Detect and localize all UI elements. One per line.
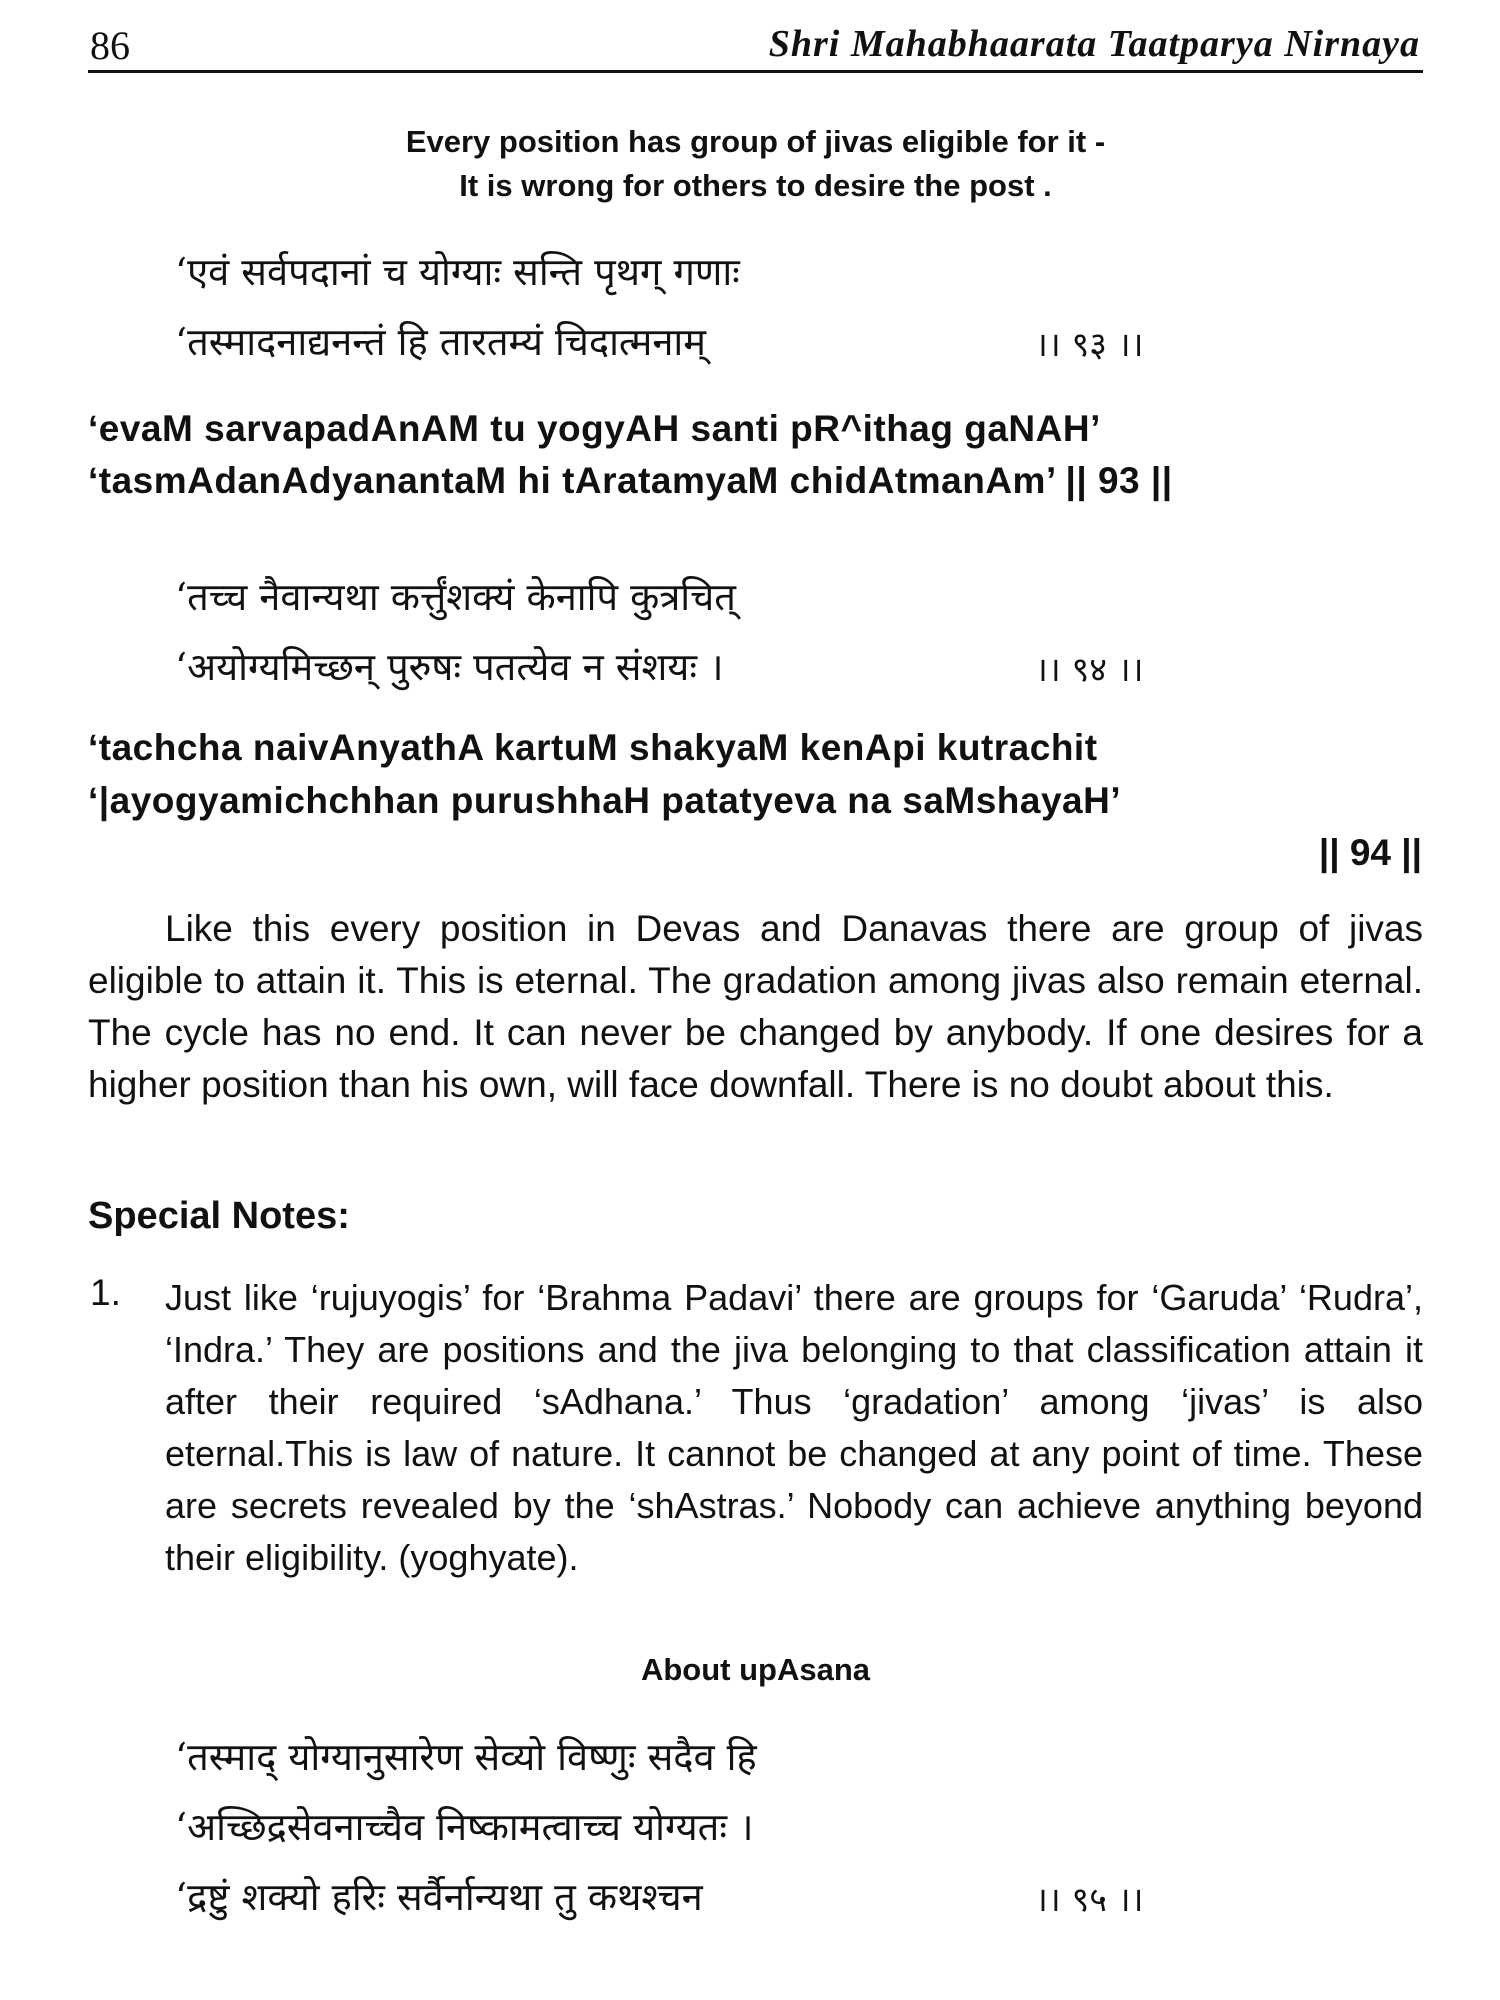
verse-94-sanskrit-number: ।। ९४ ।।: [1035, 650, 1144, 690]
verse-94-transliteration-line-1: ‘tachcha naivAnyathA kartuM shakyaM kenApi kutrachit: [88, 727, 1098, 768]
verse-94-transliteration-line-2: ‘|ayogyamichchhan purushhaH patatyeva na saMshayaH’: [88, 780, 1122, 821]
verse-94-sanskrit-line-2: ‘अयोग्यमिच्छन् पुरुषः पतत्येव न संशयः ।: [175, 645, 724, 689]
note-1-text: Just like ‘rujuyogis’ for ‘Brahma Padavi’ there are groups for ‘Garuda’ ‘Rudra’, ‘Indra.’ They are positions and the jiva belonging to that classification attain it after their required ‘sAdhana.’ Thus ‘gradation’ among ‘jivas’ is also eternal.This is law of nature. It cannot be changed at any point of time. These are secrets revealed by the ‘shAstras.’ Nobody can achieve anything beyond their eligibility. (yoghyate).: [165, 1277, 1423, 1578]
verse-93-sanskrit-number: ।। ९३ ।।: [1035, 325, 1144, 365]
explanation-paragraph: [88, 903, 1423, 1111]
special-notes-heading: Special Notes:: [88, 1195, 350, 1237]
verse-95-sanskrit-line-1: ‘तस्माद् योग्यानुसारेण सेव्यो विष्णुः सदैव हि: [175, 1735, 757, 1779]
page-number: 86: [90, 23, 130, 68]
note-1-marker: 1.: [90, 1272, 121, 1313]
verse-95-sanskrit-number: ।। ९५ ।।: [1035, 1880, 1144, 1920]
explanation-text: Like this every position in Devas and Danavas there are group of jivas eligible to attain it. This is eternal. The gradation among jivas also remain eternal. The cycle has no end. It can never be changed by anybody. If one desires for a higher position than his own, will face downfall. There is no doubt about this.: [88, 908, 1423, 1105]
header-rule: [88, 70, 1423, 73]
verse-94-sanskrit-line-1: ‘तच्च नैवान्यथा कर्त्तुंशक्यं केनापि कुत्रचित्: [175, 575, 736, 619]
verse-94-transliteration-number: || 94 ||: [1318, 832, 1422, 873]
running-title: Shri Mahabhaarata Taatparya Nirnaya: [768, 23, 1420, 65]
verse-93-transliteration-line-2: ‘tasmAdanAdyanantaM hi tAratamyaM chidAtmanAm’ || 93 ||: [88, 460, 1173, 501]
verse-95-sanskrit-line-2: ‘अच्छिद्रसेवनाच्चैव निष्कामत्वाच्च योग्यतः ।: [175, 1805, 754, 1849]
section-heading-line-2: It is wrong for others to desire the post .: [459, 168, 1052, 203]
verse-93-transliteration-line-1: ‘evaM sarvapadAnAM tu yogyAH santi pR^ithag gaNAH’: [88, 408, 1101, 449]
verse-93-sanskrit-line-2: ‘तस्मादनाद्यनन्तं हि तारतम्यं चिदात्मनाम्: [175, 320, 706, 364]
about-upasana-heading: About upAsana: [640, 1652, 871, 1687]
section-heading-line-1: Every position has group of jivas eligible for it -: [405, 124, 1106, 159]
verse-93-sanskrit-line-1: ‘एवं सर्वपदानां च योग्याः सन्ति पृथग् गणाः: [175, 250, 740, 294]
verse-95-sanskrit-line-3: ‘द्रष्टुं शक्यो हरिः सर्वैर्नान्यथा तु कथश्चन: [175, 1875, 703, 1919]
